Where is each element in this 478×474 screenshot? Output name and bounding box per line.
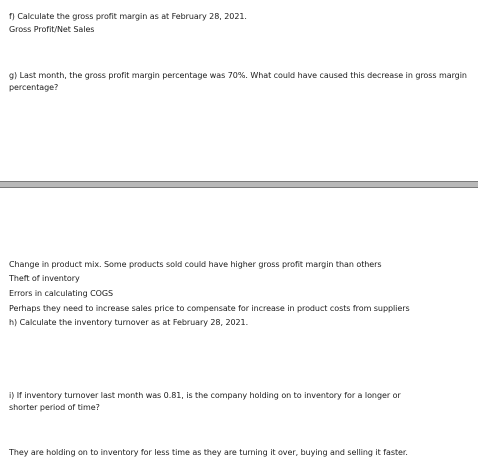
answer-g-item: Theft of inventory xyxy=(9,274,80,283)
question-i-line-1: i) If inventory turnover last month was 0.81, is the company holding on to inventory for a longer or xyxy=(9,391,401,400)
section-divider xyxy=(0,181,478,188)
question-f-formula: Gross Profit/Net Sales xyxy=(9,25,95,34)
question-g-line-2: percentage? xyxy=(9,83,59,92)
answer-g-item: Errors in calculating COGS xyxy=(9,289,114,298)
answer-g-item: Perhaps they need to increase sales price to compensate for increase in product costs from suppliers xyxy=(9,304,410,313)
question-i-line-2: shorter period of time? xyxy=(9,403,100,412)
question-g-line-1: g) Last month, the gross profit margin percentage was 70%. What could have caused this decrease in gross margin xyxy=(9,71,467,80)
answer-i: They are holding on to inventory for less time as they are turning it over, buying and selling it faster. xyxy=(9,448,408,457)
answer-g-item: Change in product mix. Some products sold could have higher gross profit margin than others xyxy=(9,260,382,269)
question-h: h) Calculate the inventory turnover as at February 28, 2021. xyxy=(9,318,249,327)
question-f: f) Calculate the gross profit margin as at February 28, 2021. xyxy=(9,12,247,21)
